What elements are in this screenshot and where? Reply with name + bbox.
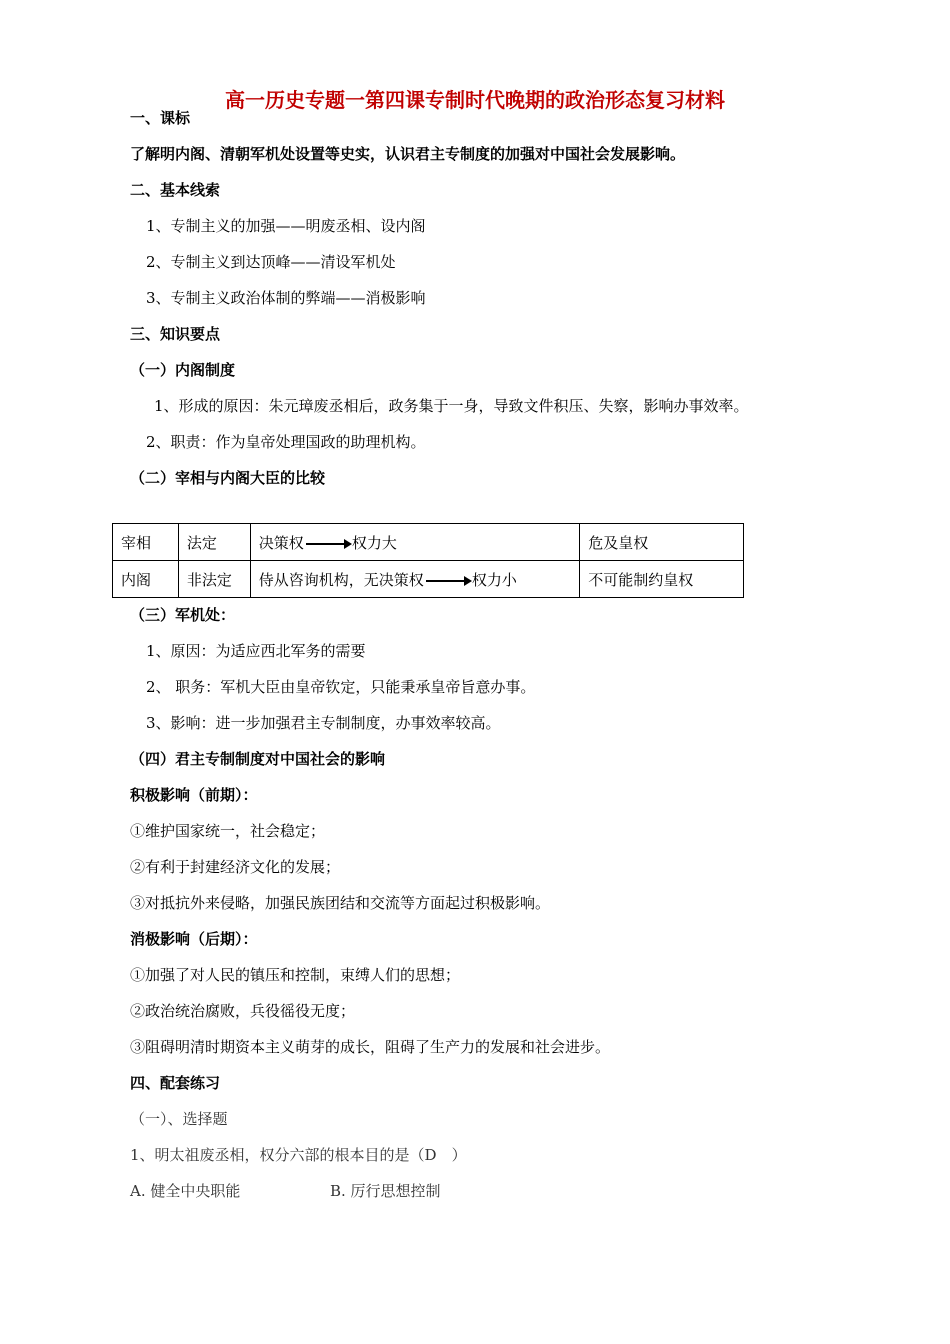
table-cell: 宰相: [113, 524, 179, 561]
question-1-option-a: A. 健全中央职能: [130, 1182, 241, 1200]
question-1: 1、明太祖废丞相，权分六部的根本目的是（D ）: [130, 1146, 467, 1164]
subsection-2-heading: （二）宰相与内阁大臣的比较: [130, 469, 326, 487]
table-cell: 不可能制约皇权: [580, 561, 744, 598]
table-row: [113, 524, 744, 561]
clue-item-2: 2、专制主义到达顶峰——清设军机处: [146, 253, 396, 271]
document-title: 高一历史专题一第四课专制时代晚期的政治形态复习材料: [225, 88, 725, 112]
subsection-3-heading: （三）军机处：: [130, 606, 236, 624]
section-3-heading: 三、知识要点: [130, 325, 221, 343]
positive-item-1: ①维护国家统一，社会稳定；: [130, 822, 326, 840]
section-1-heading: 一、课标: [130, 109, 191, 127]
positive-item-3: ③对抵抗外来侵略，加强民族团结和交流等方面起过积极影响。: [130, 894, 551, 912]
table-cell: 非法定: [178, 561, 250, 598]
negative-item-1: ①加强了对人民的镇压和控制，束缚人们的思想；: [130, 966, 461, 984]
cabinet-item-2: 2、职责：作为皇帝处理国政的助理机构。: [146, 433, 426, 451]
junjichu-item-2: 2、 职务：军机大臣由皇帝钦定，只能秉承皇帝旨意办事。: [146, 678, 536, 696]
arrow-right-icon: [426, 580, 470, 582]
section-2-heading: 二、基本线索: [130, 181, 221, 199]
curriculum-text: 了解明内阁、清朝军机处设置等史实，认识君主专制度的加强对中国社会发展影响。: [130, 145, 686, 163]
cabinet-item-1: 1、形成的原因：朱元璋废丞相后，政务集于一身，导致文件积压、失察，影响办事效率。: [154, 397, 749, 415]
negative-item-2: ②政治统治腐败，兵役徭役无度；: [130, 1002, 356, 1020]
section-4-heading: 四、配套练习: [130, 1074, 221, 1092]
clue-item-1: 1、专制主义的加强——明废丞相、设内阁: [146, 217, 426, 235]
cell-text: 权力大: [351, 533, 397, 552]
positive-heading: 积极影响（前期）：: [130, 786, 258, 804]
table-row: [113, 561, 744, 598]
arrow-right-icon: [306, 543, 350, 545]
table-cell: 危及皇权: [580, 524, 744, 561]
exercise-type-heading: （一）、选择题: [130, 1110, 228, 1128]
comparison-table: [112, 523, 744, 598]
cell-text: 权力小: [471, 570, 517, 589]
table-cell: 内阁: [113, 561, 179, 598]
subsection-1-heading: （一）内阁制度: [130, 361, 236, 379]
junjichu-item-3: 3、影响：进一步加强君主专制制度，办事效率较高。: [146, 714, 501, 732]
subsection-4-heading: （四）君主专制制度对中国社会的影响: [130, 750, 386, 768]
question-1-option-b: B. 厉行思想控制: [330, 1182, 441, 1200]
table-cell: [250, 561, 579, 598]
negative-heading: 消极影响（后期）：: [130, 930, 258, 948]
table-cell: [250, 524, 579, 561]
clue-item-3: 3、专制主义政治体制的弊端——消极影响: [146, 289, 426, 307]
cell-text: 侍从咨询机构，无决策权: [258, 570, 424, 589]
cell-text: 决策权: [258, 533, 304, 552]
table-cell: 法定: [178, 524, 250, 561]
positive-item-2: ②有利于封建经济文化的发展；: [130, 858, 341, 876]
junjichu-item-1: 1、原因：为适应西北军务的需要: [146, 642, 366, 660]
negative-item-3: ③阻碍明清时期资本主义萌芽的成长，阻碍了生产力的发展和社会进步。: [130, 1038, 611, 1056]
